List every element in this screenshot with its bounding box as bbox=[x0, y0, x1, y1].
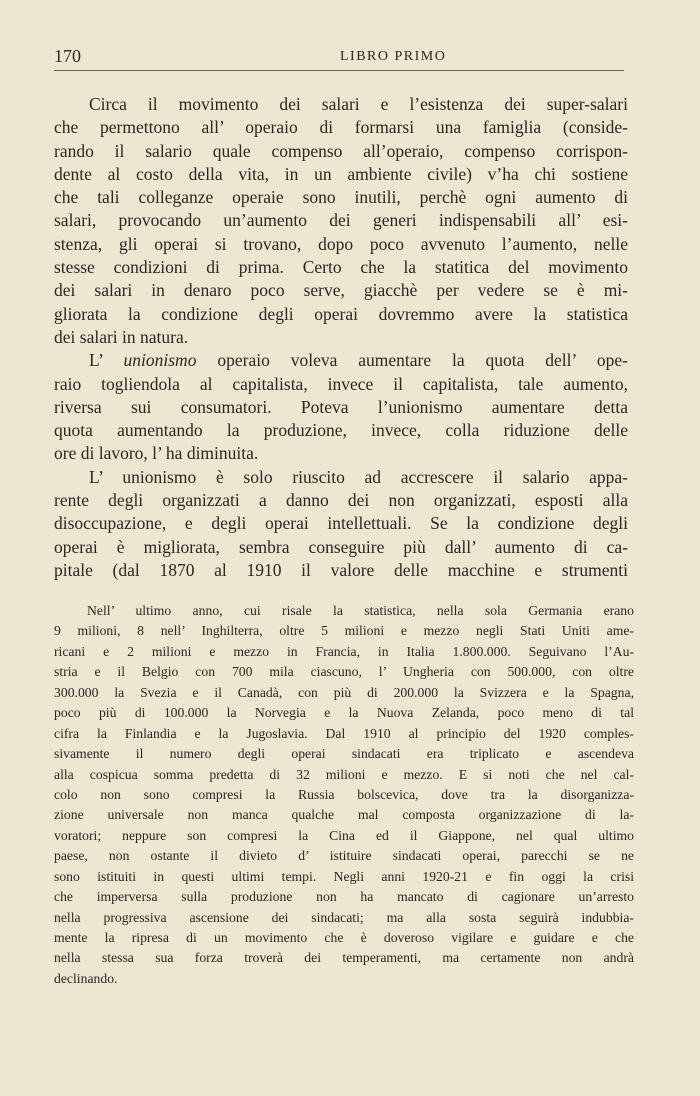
footnote-line: 300.000 la Svezia e il Canadà, con più di 200.000 la Svizzera e la Spagna, bbox=[54, 684, 634, 700]
text-line: disoccupazione, e degli operai intellettuali. Se la condizione degli bbox=[54, 513, 628, 534]
footnote-line: zione universale non manca qualche mal composta organizzazione di la- bbox=[54, 807, 634, 823]
para-lead: L’ bbox=[89, 350, 103, 371]
footnote-line: 9 milioni, 8 nell’ Inghilterra, oltre 5 milioni e mezzo negli Stati Uniti ame- bbox=[54, 623, 634, 639]
text-line: gliorata la condizione degli operai dovremmo avere la statistica bbox=[54, 303, 628, 324]
footnote bbox=[54, 601, 634, 989]
footnote-line: stria e il Belgio con 700 mila ciascuno, l’ Ungheria con 500.000, con oltre bbox=[54, 664, 634, 680]
text-line: stesse condizioni di prima. Certo che la statitica del movimento bbox=[54, 257, 628, 278]
text-line: pitale (dal 1870 al 1910 il valore delle macchine e strumenti bbox=[54, 559, 628, 580]
text-line: Circa il movimento dei salari e l’esistenza dei super-salari bbox=[89, 94, 628, 114]
text-line: stenza, gli operai si trovano, dopo poco avvenuto l’aumento, nelle bbox=[54, 233, 628, 254]
text-line: operai è migliorata, sembra conseguire più dall’ aumento di ca- bbox=[54, 536, 628, 557]
footnote-line: poco più di 100.000 la Norvegia e la Nuova Zelanda, poco meno di tal bbox=[54, 705, 634, 721]
footnote-line: nella stessa sua forza troverà dei temperamenti, ma certamente non andrà bbox=[54, 950, 634, 966]
running-title: LIBRO PRIMO bbox=[340, 49, 447, 64]
text-line bbox=[54, 349, 628, 372]
footnote-line: sivamente il numero degli operai sindacati era triplicato e ascendeva bbox=[54, 746, 634, 762]
footnote-line: paese, non ostante il divieto d’ istituire sindacati operai, parecchi se ne bbox=[54, 848, 634, 864]
text-line: dei salari in denaro poco serve, giacchè per vedere se è mi- bbox=[54, 280, 628, 301]
main-text bbox=[54, 93, 628, 582]
footnote-line: declinando. bbox=[54, 970, 118, 986]
footnote-line: sono istituiti in questi ultimi tempi. Negli anni 1920-21 e fin oggi la crisi bbox=[54, 868, 634, 884]
text-line: ore di lavoro, l’ ha diminuita. bbox=[54, 443, 259, 464]
text-line: dei salari in natura. bbox=[54, 326, 189, 347]
text-line: salari, provocando un’aumento dei generi indispensabili all’ esi- bbox=[54, 210, 628, 231]
footnote-line: ricani e 2 milioni e mezzo in Francia, in Italia 1.800.000. Seguivano l’Au- bbox=[54, 643, 634, 659]
page-number: 170 bbox=[54, 46, 81, 66]
footnote-line: voratori; neppure son compresi la Cina ed il Giappone, nel qual ultimo bbox=[54, 827, 634, 843]
italic-term: unionismo bbox=[123, 350, 197, 371]
text-line: L’ unionismo è solo riuscito ad accrescere il salario appa- bbox=[89, 466, 628, 487]
page-header bbox=[54, 42, 624, 71]
text-line: che permettono all’ operaio di formarsi una famiglia (conside- bbox=[54, 117, 628, 138]
text-line: rando il salario quale compenso all’operaio, compenso corrispon- bbox=[54, 140, 628, 161]
text-line: che tali colleganze operaie sono inutili, perchè ogni aumento di bbox=[54, 187, 628, 208]
text-line: raio togliendola al capitalista, invece il capitalista, tale aumento, bbox=[54, 373, 628, 394]
text-line: dente al costo della vita, in un ambiente civile) v’ha chi sostiene bbox=[54, 163, 628, 184]
footnote-line: nella progressiva ascensione dei sindacati; ma alla sosta seguirà indubbia- bbox=[54, 909, 634, 925]
footnote-line: colo non sono compresi la Russia bolscevica, dove tra la disorganizza- bbox=[54, 786, 634, 802]
text-line: rente degli organizzati a danno dei non organizzati, esposti alla bbox=[54, 490, 628, 511]
footnote-line: alla cospicua somma predetta di 32 milioni e mezzo. E si noti che nel cal- bbox=[54, 766, 634, 782]
text-line: riversa sui consumatori. Poteva l’unionismo aumentare detta bbox=[54, 396, 628, 417]
para-rest: operaio voleva aumentare la quota dell’ ope- bbox=[217, 350, 629, 371]
footnote-line: mente la ripresa di un movimento che è doveroso vigilare e guidare e che bbox=[54, 930, 634, 945]
footnote-line: cifra la Finlandia e la Jugoslavia. Dal 1910 al principio del 1920 comples- bbox=[54, 725, 634, 741]
footnote-line: Nell’ ultimo anno, cui risale la statistica, nella sola Germania erano bbox=[87, 603, 634, 618]
footnote-line: che imperversa sulla produzione non ha mancato di cagionare un’arresto bbox=[54, 889, 634, 905]
text-line: quota aumentando la produzione, invece, colla riduzione delle bbox=[54, 420, 628, 441]
